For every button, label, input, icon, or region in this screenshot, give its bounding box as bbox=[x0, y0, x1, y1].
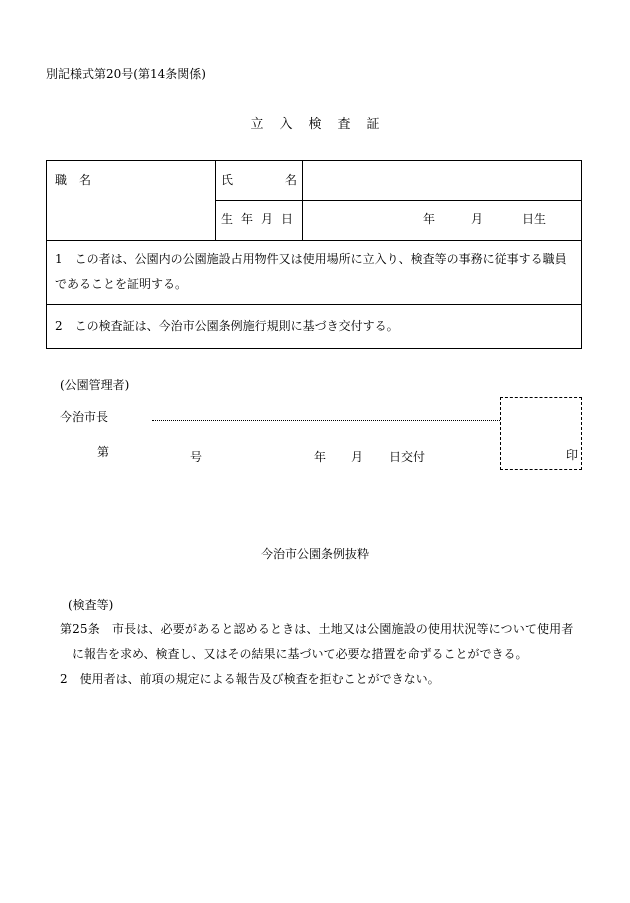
article-25-line-1: 第25条 市長は、必要があると認めるときは、土地又は公園施設の使用状況等について使用者 bbox=[60, 622, 574, 636]
position-label: 職 名 bbox=[55, 173, 92, 187]
article-25-paragraph-2: 2 使用者は、前項の規定による報告及び検査を拒むことができない。 bbox=[60, 672, 440, 686]
birth-label-char-1: 生 bbox=[221, 212, 234, 226]
issue-number-prefix: 第 bbox=[97, 445, 110, 459]
name-label-first: 氏 bbox=[221, 173, 234, 187]
name-label-last: 名 bbox=[285, 173, 298, 187]
table-divider-h-inner bbox=[215, 200, 582, 201]
seal-label: 印 bbox=[566, 448, 579, 462]
issue-year-unit: 年 bbox=[314, 450, 327, 464]
birth-label-char-2: 年 bbox=[240, 212, 253, 226]
birth-day-unit: 日生 bbox=[522, 212, 547, 226]
document-title: 立入検査証 bbox=[250, 117, 396, 132]
item-1-line-2: であることを証明する。 bbox=[55, 277, 188, 291]
birth-year-unit: 年 bbox=[423, 212, 436, 226]
issue-day-unit: 日交付 bbox=[389, 450, 426, 464]
birth-label bbox=[221, 213, 293, 225]
issue-number-suffix: 号 bbox=[190, 450, 203, 464]
birth-label-char-4: 日 bbox=[280, 212, 293, 226]
issuer-mayor: 今治市長 bbox=[60, 410, 109, 424]
item-2: 2 この検査証は、今治市公園条例施行規則に基づき交付する。 bbox=[55, 319, 399, 333]
table-divider-h2 bbox=[47, 304, 582, 305]
table-divider-h1 bbox=[47, 240, 582, 241]
certificate-table bbox=[46, 160, 582, 349]
form-number: 別記様式第20号(第14条関係) bbox=[46, 67, 206, 81]
excerpt-heading: 今治市公園条例抜粋 bbox=[260, 547, 369, 561]
issuer-org: (公園管理者) bbox=[60, 378, 130, 392]
item-1-line-1: 1 この者は、公園内の公園施設占用物件又は使用場所に立入り、検査等の事務に従事する職員 bbox=[55, 252, 567, 266]
birth-label-char-3: 月 bbox=[260, 212, 273, 226]
birth-month-unit: 月 bbox=[471, 212, 484, 226]
mayor-name-line bbox=[152, 420, 500, 421]
issue-month-unit: 月 bbox=[351, 450, 364, 464]
excerpt-caption: (検査等) bbox=[68, 598, 114, 612]
article-25-line-2: に報告を求め、検査し、又はその結果に基づいて必要な措置を命ずることができる。 bbox=[72, 647, 528, 661]
